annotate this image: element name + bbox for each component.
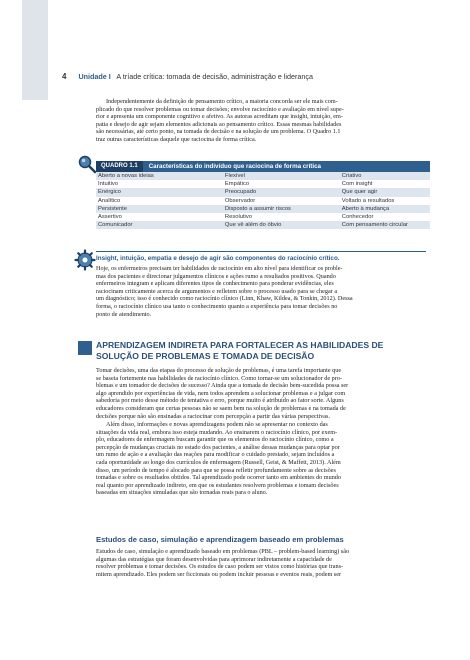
table-cell: Voltado a resultados	[340, 197, 430, 205]
section-heading	[96, 340, 426, 361]
paragraph-line: plo, educadores de enfermagem buscam garantir que os elementos do raciocínio clínico, como a	[96, 436, 334, 444]
table-cell: Com insight	[340, 180, 430, 188]
side-color-bar	[22, 0, 48, 100]
unit-title: A tríade crítica: tomada de decisão, administração e liderança	[116, 72, 313, 81]
table-cell: Empático	[223, 180, 340, 188]
table-row	[96, 172, 430, 180]
magnifier-icon	[77, 154, 97, 174]
gear-icon	[74, 249, 96, 271]
table-cell: Enérgico	[96, 188, 223, 196]
paragraph-decision-making	[96, 367, 426, 420]
paragraph-line: cada oportunidade ao longo dos currículos de enfermagem (Russell, Geist, & Maffett, 2013). Além	[96, 458, 341, 466]
paragraph-line: sabedoria por meio desse método de tentativa e erro, porque muito é atribuído ao fator sorte. Alguns	[96, 397, 344, 405]
paragraph-line: blemas e um tomador de decisões de sucesso? Ainda que a tomada de decisão bem-sucedida possa ser	[96, 382, 349, 390]
table-cell: Comunicador	[96, 221, 223, 229]
paragraph-line: algumas das estratégias que foram desenvolvidas para aprimorar indiretamente a capacidade de	[96, 555, 332, 563]
table-cell: Assertivo	[96, 213, 223, 221]
table-row	[96, 205, 430, 213]
quadro-header	[96, 161, 430, 172]
paragraph-clinical-reasoning	[96, 265, 426, 318]
table-cell: Flexível	[223, 172, 340, 180]
table-cell: Persistente	[96, 205, 223, 213]
paragraph-line: decisões porque não são ensinadas a raciocinar com percepção a partir das várias perspectivas.	[96, 412, 330, 420]
table-cell: Que quer agir	[340, 188, 430, 196]
table-cell: Que vê além do óbvio	[223, 221, 340, 229]
table-cell: Com pensamento circular	[340, 221, 430, 229]
table-row	[96, 197, 430, 205]
intro-line: plicado do que resolver problemas ou tomar decisões; envolve raciocínio e avaliação em nível supe-	[96, 105, 344, 113]
paragraph-line: Hoje, os enfermeiros precisam ter habilidades de raciocínio em alto nível para identificar os proble-	[96, 265, 343, 272]
unit-label: Unidade I	[78, 72, 111, 81]
paragraph-line: situações da vida real, embora isso esteja mudando. Ao ensinarem o raciocínio clínico, por exem-	[96, 428, 338, 436]
intro-line: patia e desejo de agir sejam elementos adicionais ao pensamento crítico. Essas mesmas habilidades	[96, 120, 342, 128]
quadro-title: Características do indivíduo que raciocina de forma crítica	[148, 163, 321, 170]
paragraph-line: enfermeiros integram e aplicam diferentes tipos de conhecimento para ponderar evidências, eles	[96, 280, 334, 288]
table-cell: Conhecedor	[340, 213, 430, 221]
intro-line: traz outras características daquele que raciocina de forma crítica.	[96, 135, 257, 143]
paragraph-line: um diagnóstico; isso é conhecido como raciocínio clínico (Linn, Khaw, Kildea, & Tonkin, 2012). Dessa	[96, 295, 353, 303]
paragraph-line: se baseia fortemente nas habilidades de raciocínio clínico. Como tornar-se um solucionador de pro-	[96, 374, 342, 382]
quadro-box	[96, 161, 430, 229]
intro-line: são necessárias, até certo ponto, na tomada de decisão e na solução de um problema. O Quadro 1.1	[96, 128, 341, 136]
paragraph-line: mas dos pacientes e direcionar julgamentos clínicos e ações rumo a resultados positivos. Quando	[96, 272, 336, 280]
table-cell: Intuitivo	[96, 180, 223, 188]
subsection-heading: Estudos de caso, simulação e aprendizagem baseado em problemas	[96, 535, 344, 544]
quadro-label: QUADRO 1.1	[96, 161, 143, 172]
intro-paragraph	[96, 98, 426, 144]
paragraph-line: um rumo de ação e a avaliação das reações para modificar o cuidado prestado, sejam incluídos a	[96, 451, 335, 459]
section-heading-line: APRENDIZAGEM INDIRETA PARA FORTALECER AS HABILIDADES DE	[96, 340, 384, 350]
table-row	[96, 213, 430, 221]
table-row	[96, 180, 430, 188]
running-header	[62, 72, 432, 81]
page-number: 4	[62, 72, 67, 81]
section-heading-line: SOLUÇÃO DE PROBLEMAS E TOMADA DE DECISÃO	[96, 350, 315, 361]
paragraph-line: Tomar decisões, uma das etapas do processo de solução de problemas, é uma tarefa importante que	[96, 367, 342, 374]
table-cell: Observador	[223, 197, 340, 205]
paragraph-line: baseadas em situações simuladas que são tornadas reais para o aluno.	[96, 489, 268, 497]
paragraph-line: educadores consideram que certas pessoas não se saem bem na solução de problemas e na tomada de	[96, 404, 346, 412]
table-cell: Preocupado	[223, 188, 340, 196]
paragraph-line: real quanto por aprendizado indireto, em que os estudantes resolvem problemas e tomam decisões	[96, 481, 339, 489]
table-cell: Criativo	[340, 172, 430, 180]
paragraph-line: disso, um período de tempo é alocado para que se possa refletir profundamente sobre as decisões	[96, 466, 336, 474]
paragraph-line: percepção de mudanças cruciais no estado dos pacientes, a análise dessas mudanças para optar por	[96, 443, 340, 451]
table-cell: Analítico	[96, 197, 223, 205]
intro-line: rior e apresenta um componente cognitivo e afetivo. As autoras acreditam que insight, intuição, em-	[96, 113, 343, 121]
table-row	[96, 188, 430, 196]
paragraph-line: mitem aprendizado. Eles podem ser ficcionais ou podem incluir pessoas e eventos reais, podem ser	[96, 570, 342, 578]
paragraph-line: forma, o raciocínio clínico usa tanto o conhecimento quanto a experiência para tomar decisões no	[96, 302, 338, 310]
quadro-table	[96, 172, 430, 229]
paragraph-line: Além disso, informações e novas aprendizagens podem não se apresentar no contexto das	[106, 421, 328, 428]
paragraph-real-life-context	[96, 421, 426, 497]
table-cell: Aberto a novas ideias	[96, 172, 223, 180]
paragraph-line: algo aprendido por experiências de vida, nem todos aprendem a solucionar problemas e a julgar com	[96, 389, 346, 397]
table-row	[96, 221, 430, 229]
insight-callout: Insight, intuição, empatia e desejo de agir são componentes do raciocínio crítico.	[96, 251, 426, 262]
table-cell: Resolutivo	[223, 213, 340, 221]
paragraph-case-studies	[96, 548, 426, 578]
paragraph-line: resolver problemas e tomar decisões. Os estudos de caso podem ser vistos como histórias que trans-	[96, 563, 344, 571]
paragraph-line: Estudos de caso, simulação e aprendizado baseado em problemas (PBL – problem-based learning) são	[96, 548, 350, 555]
paragraph-line: raciocinam criticamente acerca de argumentos e refletem sobre o processo usado para se chegar a	[96, 287, 338, 295]
paragraph-line: tomadas e sobre os resultados obtidos. Tal aprendizado pode ocorrer tanto em ambientes do mundo	[96, 474, 341, 482]
section-marker	[78, 341, 92, 355]
table-cell: Disposto a assumir riscos	[223, 205, 340, 213]
intro-line: Independentemente da definição de pensamento crítico, a maioria concorda ser ele mais com-	[106, 98, 338, 105]
table-cell: Aberto à mudança	[340, 205, 430, 213]
paragraph-line: ponto de atendimento.	[96, 310, 152, 318]
